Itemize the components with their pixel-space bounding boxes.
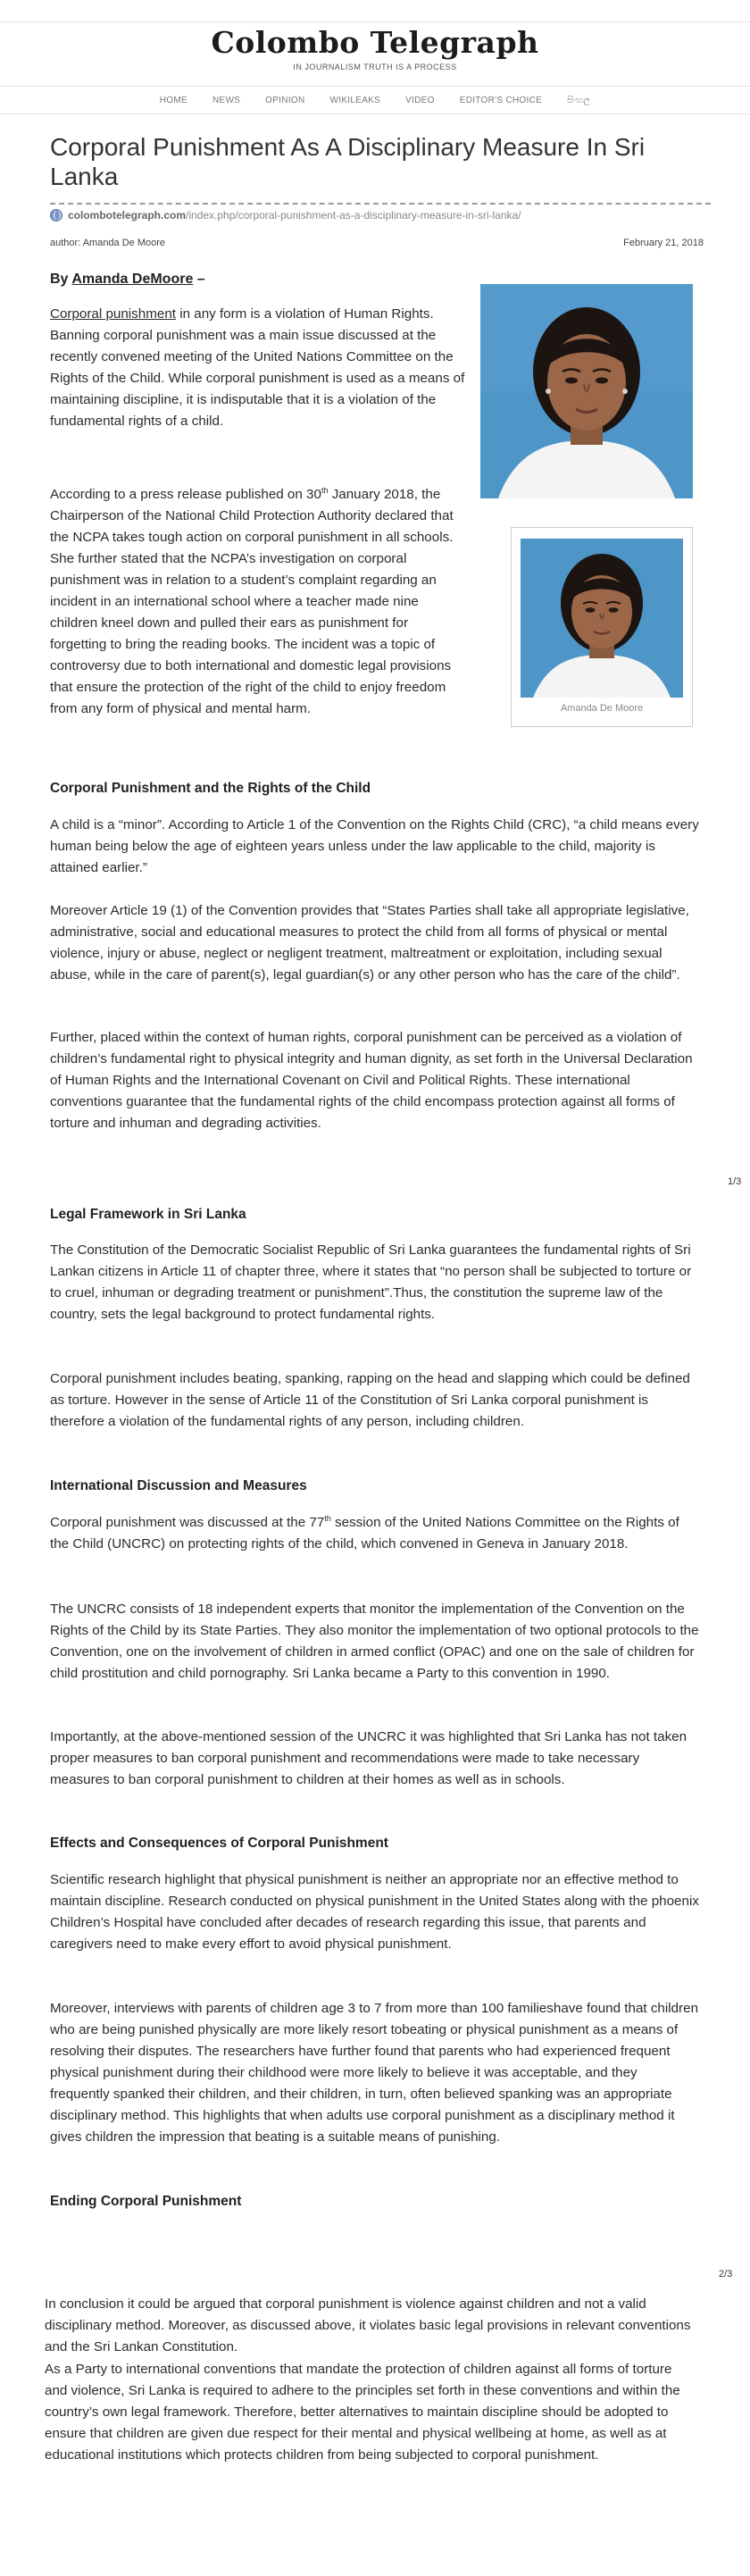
author-photo (480, 284, 693, 498)
paragraph-14: As a Party to international conventions that mandate the protection of children against all forms of torture and violence, Sri Lanka is required to adhere to the principles set forth in these conventions and within the country’s own legal framework. Therefore, better alternatives to maintain discipline should be adopted to ensure that children are given due respect for their mental and physical wellbeing at home, as well as at educational institutions which protects children from being subjected to corporal punishment. (45, 2362, 680, 2463)
main-nav (0, 86, 750, 114)
nav-wikileaks[interactable]: WIKILEAKS (329, 95, 381, 105)
paragraph-6: The Constitution of the Democratic Socialist Republic of Sri Lanka guarantees the fundamental rights of Sri Lankan citizens in Article 11 of chapter three, where it states that “no person shall be subjected to torture or to cruel, inhuman or degrading treatment or punishment”.Thus, the constitution the supreme law of the country, sets the legal background to protect fundamental rights. (50, 1242, 692, 1322)
publish-date: February 21, 2018 (623, 238, 704, 248)
author-photo-card (511, 527, 693, 727)
url-path: /index.php/corporal-punishment-as-a-disciplinary-measure-in-sri-lanka/ (186, 209, 521, 222)
page-number-1: 1/3 (728, 1176, 742, 1187)
masthead (0, 27, 750, 71)
author-photo-small (521, 539, 683, 698)
paragraph-13: In conclusion it could be argued that corporal punishment is violence against children and not a valid disciplinary method. Moreover, as discussed above, it violates basic legal provisions in relevant conventions and the Sri Lankan Constitution. (45, 2296, 691, 2354)
photo-caption: Amanda De Moore (560, 703, 644, 714)
site-tagline: IN JOURNALISM TRUTH IS A PROCESS (293, 63, 457, 72)
heading-legal-framework: Legal Framework in Sri Lanka (50, 1207, 246, 1222)
paragraph-1-text: in any form is a violation of Human Rights. Banning corporal punishment was a main issue discussed at the recently convened meeting of the United Nations Committee on the Rights of the Child. While corporal punishment is used as a means of maintaining discipline, it is indisputable that it is a violation of the fundamental rights of a child. (50, 306, 465, 429)
heading-ending: Ending Corporal Punishment (50, 2194, 242, 2209)
heading-effects: Effects and Consequences of Corporal Punishment (50, 1836, 388, 1851)
paragraph-5: Further, placed within the context of human rights, corporal punishment can be perceived as a violation of children’s fundamental right to physical integrity and human dignity, as set forth in the Universal Declaration of Human Rights and the International Covenant on Civil and Political Rights. These international conventions guarantee that the fundamental rights of the child encompass protection against all forms of torture and inhuman and degrading activities. (50, 1030, 693, 1131)
byline (50, 272, 205, 288)
corporal-punishment-link[interactable]: Corporal punishment (50, 306, 176, 322)
ordinal-suffix-2: th (324, 1513, 331, 1523)
paragraph-8-text-b: session of the United Nations Committee on the Rights of the Child (UNCRC) on protecting rights of the child, which convened in Geneva in January 2018. (50, 1515, 679, 1551)
nav-news[interactable]: NEWS (212, 95, 241, 105)
nav-editors-choice[interactable]: EDITOR'S CHOICE (459, 95, 543, 105)
author-line: author: Amanda De Moore (50, 238, 166, 248)
heading-international: International Discussion and Measures (50, 1478, 307, 1493)
paragraph-10: Importantly, at the above-mentioned session of the UNCRC it was highlighted that Sri Lanka has not taken proper measures to ban corporal punishment and recommendations were made to take necessary measures to ban corporal punishment to children at their homes as well as in schools. (50, 1729, 688, 1787)
byline-prefix: By (50, 272, 72, 287)
site-logo[interactable]: Colombo Telegraph (211, 25, 539, 60)
paragraph-2-text-b: January 2018, the Chairperson of the National Child Protection Authority declared that the NCPA takes tough action on corporal punishment in all schools. She further stated that the NCPA’s investigation on corporal punishment was in relation to a student’s complaint regarding an incident in an international school where a teacher made nine children kneel down and pulled their ears as punishment for forgetting to bring the reading books. The incident was a topic of controversy due to both international and domestic legal provisions that ensure the protection of the right of the child to enjoy freedom from any form of physical and mental harm. (50, 487, 454, 716)
paragraph-9: The UNCRC consists of 18 independent experts that monitor the implementation of the Convention on the Rights of the Child by its State Parties. They also monitor the implementation of two optional protocols to the Convention, one on the involvement of children in armed conflict (OPAC) and one on the sale of children for child prostitution and child pornography. Sri Lanka became a Party to this convention in 1990. (50, 1602, 699, 1681)
ordinal-suffix: th (321, 485, 329, 495)
paragraph-4: Moreover Article 19 (1) of the Convention provides that “States Parties shall take all appropriate legislative, administrative, social and educational measures to protect the child from all forms of physical or mental violence, injury or abuse, neglect or negligent treatment, maltreatment or exploitation, including sexual abuse, while in the care of parent(s), legal guardian(s) or any other person who has the care of the child”. (50, 903, 689, 983)
paragraph-2-text-a: According to a press release published on 30 (50, 487, 321, 502)
author-link[interactable]: Amanda DeMoore (71, 272, 194, 287)
nav-opinion[interactable]: OPINION (265, 95, 305, 105)
paragraph-11: Scientific research highlight that physical punishment is neither an appropriate nor an effective method to maintain discipline. Research conducted on physical punishment in the United States along with the phoenix Children’s Hospital have concluded after decades of research regarding this issue, that parents and caregivers need to make every effort to avoid physical punishment. (50, 1872, 699, 1952)
nav-items (160, 87, 590, 113)
article-title: Corporal Punishment As A Disciplinary Measure In Sri Lanka (50, 133, 646, 190)
nav-sinhala[interactable]: සිංහල (567, 95, 591, 105)
page-number-2: 2/3 (719, 2269, 733, 2279)
source-url[interactable] (50, 209, 521, 222)
nav-video[interactable]: VIDEO (405, 95, 435, 105)
heading-rights-of-child: Corporal Punishment and the Rights of the Child (50, 781, 371, 796)
url-domain: colombotelegraph.com (68, 209, 187, 222)
paragraph-8 (50, 1512, 700, 1555)
byline-suffix: – (193, 272, 205, 287)
paragraph-12: Moreover, interviews with parents of children age 3 to 7 from more than 100 familieshave found that children who are being punished physically are more likely resort tobeating or physical punishment as a means of resolving their disputes. The researchers have further found that parents who had experienced frequent physical punishment during their childhood were more likely to believe it was acceptable, and they frequently spanked their children, and their children, in turn, often believed spanking was an appropriate disciplinary method. This highlights that when adults use corporal punishment as a disciplinary method it gives children the impression that beating is a suitable means of punishing. (50, 2001, 699, 2145)
globe-icon (50, 209, 62, 222)
paragraph-1 (50, 304, 468, 432)
title-divider (50, 203, 711, 205)
paragraph-2 (50, 484, 468, 720)
top-divider (0, 21, 750, 22)
nav-home[interactable]: HOME (159, 95, 188, 105)
paragraph-3: A child is a “minor”. According to Article 1 of the Convention on the Rights Child (CRC), “a child means every human being below the age of eighteen years unless under the law applicable to the child, majority is attained earlier.” (50, 817, 699, 875)
paragraph-7: Corporal punishment includes beating, spanking, rapping on the head and slapping which could be defined as torture. However in the sense of Article 11 of the Constitution of Sri Lanka corporal punishment is therefore a violation of the fundamental rights of any person, including children. (50, 1371, 690, 1429)
paragraph-8-text-a: Corporal punishment was discussed at the 77 (50, 1515, 325, 1530)
